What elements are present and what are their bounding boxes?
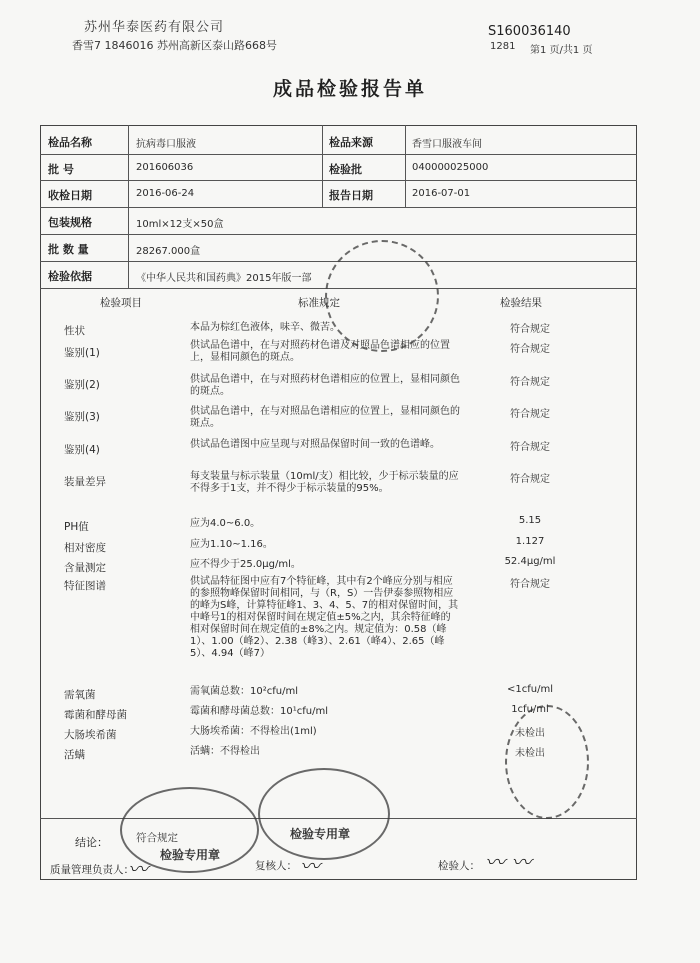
test-batch-label: 检验批 <box>329 163 362 176</box>
document-number: 1281 <box>490 41 516 52</box>
test-standard: 应不得少于25.0μg/ml。 <box>190 559 301 570</box>
test-standard: 活螨：不得检出 <box>190 746 260 757</box>
test-item: 鉴别(1) <box>64 347 100 359</box>
row-divider <box>40 180 637 181</box>
product-label: 检品名称 <box>48 136 92 149</box>
test-standard: 需氧菌总数：10²cfu/ml <box>190 686 298 697</box>
col-divider <box>322 125 323 207</box>
stamp-text: 检验专用章 <box>290 827 351 841</box>
test-result: 未检出 <box>515 728 545 739</box>
test-result: 5.15 <box>518 515 542 526</box>
test-standard: 每支装量与标示装量（10ml/支）相比较，少于标示装量的应不得多于1支，并不得少于标示装量的95%。 <box>190 471 459 494</box>
quantity-label: 批 数 量 <box>48 243 89 256</box>
test-result: 未检出 <box>515 748 545 759</box>
test-standard: 供试品色谱中，在与对照品色谱相应的位置上，显相同颜色的斑点。 <box>190 406 460 429</box>
test-standard: 本品为棕红色液体，味辛、微苦。 <box>190 322 340 333</box>
qa-manager-signature: 〰 <box>128 857 148 881</box>
test-standard: 供试品特征图中应有7个特征峰，其中有2个峰应分别与相应的参照物峰保留时间相同，与（R，S）一告伊泰参照物相应的峰为S峰，计算特征峰1、3、4、5、7的相对保留时间，其中峰号1的相对保留时间在规定值±5%之内，其余特征峰的相对保留时间在规定值的±8%之内。规定值为：0.58（峰1）、1.00（峰2）、2.38（峰3）、2.61（峰4）、2.65（峰5）、4.94（峰7） <box>190 576 459 659</box>
col-divider <box>128 125 129 288</box>
test-item: 鉴别(2) <box>64 379 100 391</box>
test-result: 符合规定 <box>510 474 550 485</box>
spec-value: 10ml×12支×50盒 <box>136 219 224 230</box>
receive-date-value: 2016-06-24 <box>136 188 195 199</box>
test-batch-value: 040000025000 <box>412 162 489 173</box>
qa-manager-label: 质量管理负责人： <box>50 864 134 876</box>
batch-label: 批 号 <box>48 163 74 176</box>
test-result: 1.127 <box>515 536 545 547</box>
report-date-label: 报告日期 <box>329 189 373 202</box>
test-item: 鉴别(4) <box>64 444 100 456</box>
col-divider <box>405 125 406 207</box>
test-item: 含量测定 <box>64 562 106 574</box>
test-item: PH值 <box>64 521 89 533</box>
company-name: 苏州华泰医药有限公司 <box>84 20 225 35</box>
conclusion-label: 结论： <box>75 836 108 849</box>
inspector-signature: 〰 〰 <box>485 850 532 874</box>
test-standard: 供试品色谱中，在与对照药材色谱相应的位置上，显相同颜色的斑点。 <box>190 374 460 397</box>
source-label: 检品来源 <box>329 136 373 149</box>
test-result: 1cfu/ml <box>511 704 549 715</box>
test-item: 性状 <box>64 325 85 337</box>
reviewer-label: 复核人： <box>255 860 297 872</box>
test-result: 符合规定 <box>510 409 550 420</box>
page-title: 成品检验报告单 <box>272 78 427 100</box>
test-standard: 供试品色谱图中应呈现与对照品保留时间一致的色谱峰。 <box>190 439 440 450</box>
seal-stamp <box>325 240 439 352</box>
company-address: 香雪7 1846016 苏州高新区泰山路668号 <box>72 39 277 52</box>
basis-label: 检验依据 <box>48 270 92 283</box>
inspector-label: 检验人： <box>438 860 480 872</box>
basis-value: 《中华人民共和国药典》2015年版一部 <box>136 273 312 284</box>
test-result: <1cfu/ml <box>507 684 553 695</box>
test-item: 鉴别(3) <box>64 411 100 423</box>
batch-value: 201606036 <box>136 162 194 173</box>
test-item: 活螨 <box>64 749 85 761</box>
test-standard: 霉菌和酵母菌总数：10¹cfu/ml <box>190 706 328 717</box>
conclusion-value: 符合规定 <box>136 832 178 844</box>
stamp-text: 检验专用章 <box>160 848 221 862</box>
page-info: 第1 页/共1 页 <box>530 45 593 56</box>
row-divider <box>40 207 637 208</box>
receive-date-label: 收检日期 <box>48 189 92 202</box>
test-item: 特征图谱 <box>64 580 106 592</box>
test-result: 符合规定 <box>510 324 550 335</box>
test-standard: 大肠埃希菌：不得检出(1ml) <box>190 726 317 737</box>
report-date-value: 2016-07-01 <box>412 188 471 199</box>
seal-stamp <box>505 705 589 819</box>
test-standard: 供试品色谱中，在与对照药材色谱及对照品色谱相应的位置上，显相同颜色的斑点。 <box>190 340 450 363</box>
document-code: S160036140 <box>488 24 571 39</box>
test-item: 大肠埃希菌 <box>64 729 117 741</box>
test-standard: 应为4.0~6.0。 <box>190 518 261 529</box>
test-item: 相对密度 <box>64 542 106 554</box>
product-value: 抗病毒口服液 <box>136 139 196 150</box>
quantity-value: 28267.000盒 <box>136 246 201 257</box>
test-result: 符合规定 <box>510 579 550 590</box>
test-result: 符合规定 <box>510 377 550 388</box>
test-standard: 应为1.10~1.16。 <box>190 539 273 550</box>
row-divider <box>40 234 637 235</box>
official-stamp <box>258 768 390 860</box>
test-item: 霉菌和酵母菌 <box>64 709 127 721</box>
test-result: 符合规定 <box>510 344 550 355</box>
column-item-header: 检验项目 <box>100 297 142 309</box>
reviewer-signature: 〰 <box>300 854 320 878</box>
column-result-header: 检验结果 <box>500 297 542 309</box>
test-item: 装量差异 <box>64 476 106 488</box>
test-result: 符合规定 <box>510 442 550 453</box>
column-standard-header: 标准规定 <box>298 297 340 309</box>
source-value: 香雪口服液车间 <box>412 139 482 150</box>
spec-label: 包装规格 <box>48 216 92 229</box>
test-item: 需氧菌 <box>64 689 96 701</box>
row-divider <box>40 154 637 155</box>
test-result: 52.4μg/ml <box>504 556 556 567</box>
